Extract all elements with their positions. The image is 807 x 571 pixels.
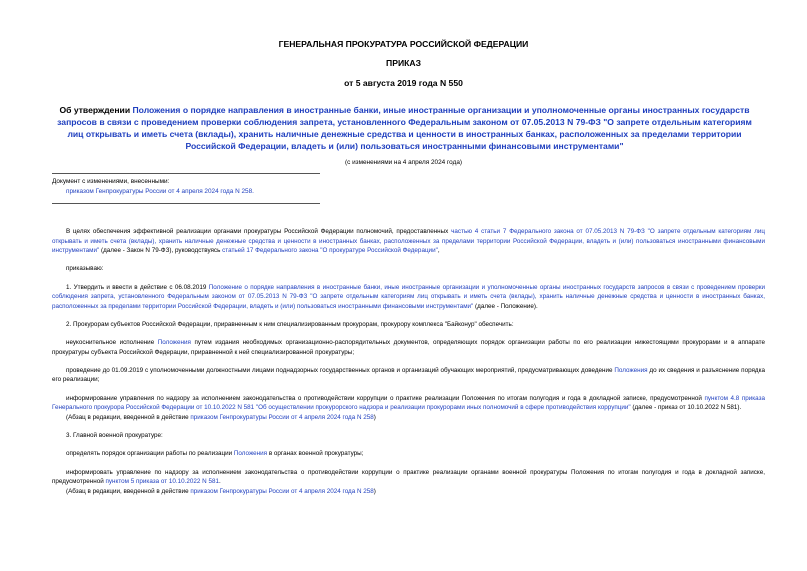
- regulation-link[interactable]: Положения: [233, 450, 268, 458]
- text: 1. Утвердить и ввести в действие с 06.08.2019: [66, 283, 209, 291]
- amendment-note: [52, 413, 765, 423]
- text: (далее - Закон N 79-ФЗ), руководствуясь: [99, 247, 223, 254]
- law-link[interactable]: статьей 17 Федерального закона "О прокуратуре Российской Федерации": [222, 247, 438, 254]
- amendment-note: [52, 487, 765, 497]
- paragraph: 3. Главной военной прокуратуре:: [66, 432, 163, 440]
- divider-bottom: [52, 203, 320, 204]
- text: ): [373, 487, 376, 495]
- paragraph: 2. Прокурорам субъектов Российской Федерации, приравненным к ним специализированным прокурорам, прокурору комплекса "Байконур" обеспечить:: [66, 320, 514, 328]
- regulation-link[interactable]: Положения: [614, 366, 648, 374]
- paragraph: [52, 394, 765, 413]
- title-link[interactable]: Положения о порядке направления в иностранные банки, иные иностранные организации и уполномоченные органы иностранных государств запросов в связи с проведением проверки соблюдения запрета, установленного Федеральным законом от 07.05.2013 N 79-ФЗ "О запрете отдельным категориям лиц открывать и иметь счета (вклады), хранить наличные денежные средства и ценности в иностранных банках, расположенных за пределами территории Российской Федерации, владеть и (или) пользоваться иностранными финансовыми инструментами": [57, 105, 752, 151]
- text: определять порядок организации работы по реализации: [66, 450, 234, 458]
- paragraph: приказываю:: [66, 265, 104, 273]
- order-link[interactable]: пунктом 5 приказа от 10.10.2022 N 581: [105, 478, 219, 486]
- title-prefix: Об утверждении: [59, 105, 133, 115]
- text: (Абзац в редакции, введенной в действие: [66, 487, 191, 495]
- divider-top: [52, 173, 320, 174]
- text: .: [218, 478, 221, 486]
- text: (Абзац в редакции, введенной в действие: [66, 413, 191, 421]
- paragraph: [52, 449, 765, 459]
- paragraph: [52, 283, 765, 312]
- text: ): [373, 413, 376, 421]
- paragraph: [52, 468, 765, 487]
- text: в органах военной прокуратуры;: [267, 450, 364, 458]
- paragraph: [52, 338, 765, 357]
- changes-box: [52, 177, 254, 197]
- amendment-link[interactable]: приказом Генпрокуратуры России от 4 апреля 2024 года N 258: [190, 413, 374, 421]
- doc-title: [48, 104, 761, 152]
- text: В целях обеспечения эффективной реализации органами прокуратуры Российской Федерации полномочий, предоставленных: [66, 228, 452, 235]
- text: ,: [437, 247, 440, 254]
- paragraph: [52, 227, 765, 256]
- text: информирование управления по надзору за исполнением законодательства о противодействии коррупции о практике реализации Положения по итогам полугодия и года в докладной записке, предусмотренной: [66, 394, 705, 402]
- order-link[interactable]: пунктом 4.8 приказа Генерального прокурора Российской Федерации от 10.10.2022 N 581 "Об осуществлении прокурорского надзора и реализации прокурорами иных полномочий в сфере противодействия коррупции": [52, 394, 765, 412]
- doc-date-number: от 5 августа 2019 года N 550: [344, 78, 463, 88]
- document-body: [52, 227, 765, 505]
- text: проведение до 01.09.2019 с уполномоченными должностными лицами поднадзорных государственных органов и организаций обучающих мероприятий, предусматривающих доведение: [66, 366, 615, 374]
- changes-label: Документ с изменениями, внесенными:: [52, 178, 170, 185]
- paragraph: [52, 366, 765, 385]
- text: до их сведения и разъяснение порядка его реализации;: [52, 366, 765, 384]
- changes-note: (с изменениями на 4 апреля 2024 года): [345, 159, 462, 166]
- text: (далее - приказ от 10.10.2022 N 581).: [630, 404, 742, 412]
- amendment-link[interactable]: приказом Генпрокуратуры России от 4 апреля 2024 года N 258: [190, 487, 374, 495]
- doc-type: ПРИКАЗ: [386, 58, 421, 68]
- text: (далее - Положение).: [473, 302, 538, 310]
- regulation-link[interactable]: Положения: [157, 339, 191, 347]
- text: информировать управление по надзору за исполнением законодательства о противодействии коррупции о практике реализации органами военной прокуратуры Положения по итогам полугодия и года в докладной записке, предусмотренной: [52, 468, 765, 486]
- text: путем издания необходимых организационно-распорядительных документов, определяющих порядок организации работы по его реализации нижестоящими прокурорами и в аппарате прокуратуры субъекта Российской Федерации, приравненной к ней специализированной прокуратуры;: [52, 339, 765, 356]
- regulation-link[interactable]: Положение о порядке направления в иностранные банки, иные иностранные организации и уполномоченные органы иностранных государств запросов в связи с проведением проверки соблюдения запрета, установленного Федеральным законом от 07.05.2013 N 79-ФЗ "О запрете отдельным категориям лиц открывать и иметь счета (вклады), хранить наличные денежные средства и ценности в иностранных банках, расположенных за пределами территории Российской Федерации, владеть и (или) пользоваться иностранными финансовыми инструментами": [52, 283, 765, 310]
- law-link[interactable]: частью 4 статьи 7 Федерального закона от 07.05.2013 N 79-ФЗ "О запрете отдельным категориям лиц открывать и иметь счета (вклады), хранить наличные денежные средства и ценности в иностранных банках, расположенных за пределами территории Российской Федерации, владеть и (или) пользоваться иностранными финансовыми инструментами": [52, 228, 765, 254]
- changes-link[interactable]: приказом Генпрокуратуры России от 4 апреля 2024 года N 258.: [66, 188, 254, 195]
- text: неукоснительное исполнение: [66, 339, 158, 347]
- org-name: ГЕНЕРАЛЬНАЯ ПРОКУРАТУРА РОССИЙСКОЙ ФЕДЕРАЦИИ: [278, 39, 529, 49]
